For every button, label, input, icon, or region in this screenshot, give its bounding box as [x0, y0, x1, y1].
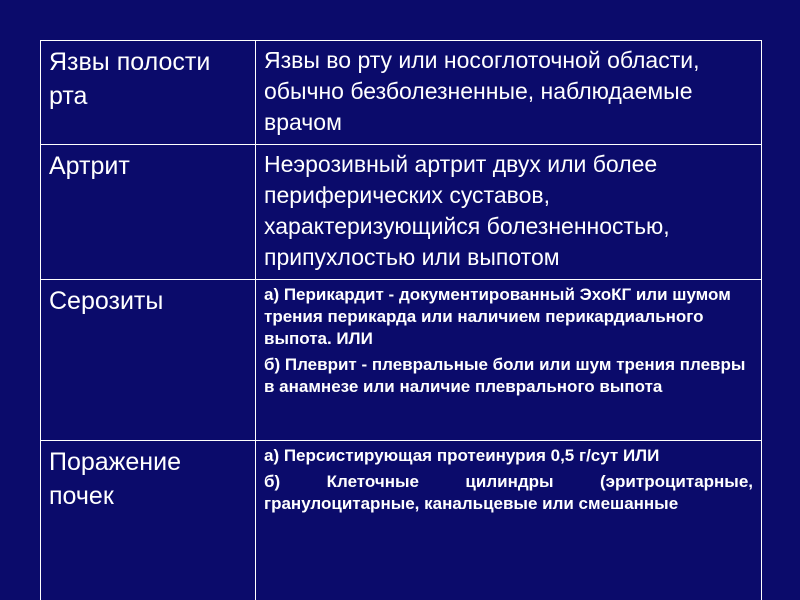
criterion-item: б) Клеточные цилиндры (эритроцитарные, гранулоцитарные, канальцевые или смешанные	[264, 472, 753, 513]
criterion-name: Язвы полости рта	[41, 41, 256, 145]
criterion-name: Серозиты	[41, 280, 256, 441]
criterion-name: Поражение почек	[41, 441, 256, 600]
criterion-item: а) Перикардит - документированный ЭхоКГ или шумом трения перикарда или наличием перикардиального выпота. ИЛИ	[264, 285, 731, 348]
criterion-description	[256, 280, 762, 441]
criterion-description: Язвы во рту или носоглоточной области, обычно безболезненные, наблюдаемые врачом	[256, 41, 762, 145]
table-row	[41, 280, 762, 441]
table-row	[41, 41, 762, 145]
criterion-item: а) Персистирующая протеинурия 0,5 г/сут ИЛИ	[264, 446, 660, 465]
criteria-table	[40, 40, 762, 600]
criterion-item: б) Плеврит - плевральные боли или шум трения плевры в анамнезе или наличие плеврального выпота	[264, 355, 746, 396]
table-row	[41, 441, 762, 600]
criterion-name: Артрит	[41, 145, 256, 280]
criterion-description	[256, 441, 762, 600]
table-row	[41, 145, 762, 280]
criterion-description: Неэрозивный артрит двух или более периферических суставов, характеризующийся болезненностью, припухлостью или выпотом	[256, 145, 762, 280]
